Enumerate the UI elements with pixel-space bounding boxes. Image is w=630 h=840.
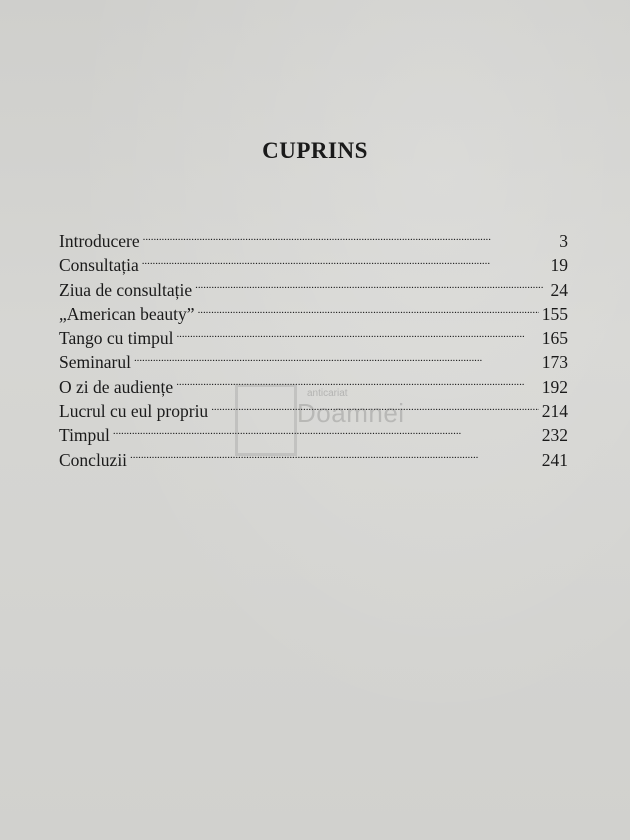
toc-entry <box>59 348 568 372</box>
toc-entry-page: 19 <box>550 255 568 276</box>
toc-entry-title: O zi de audiențe <box>59 376 174 397</box>
toc-entry-page: 192 <box>541 376 568 397</box>
toc-entry-page: 241 <box>541 449 568 470</box>
toc-entry-page: 214 <box>541 401 568 422</box>
toc-entry-page: 232 <box>541 425 568 446</box>
toc-entry-title: Concluzii <box>59 449 128 470</box>
toc-entry <box>59 300 568 324</box>
toc-leader-dots <box>113 421 539 441</box>
toc-entry-page: 24 <box>550 279 568 300</box>
watermark-big-text: Doamnei <box>297 398 405 428</box>
toc-entry <box>59 446 568 470</box>
page-title: CUPRINS <box>262 138 368 163</box>
toc-entry-title: Consultația <box>59 255 139 276</box>
toc-entry-title: Tango cu timpul <box>59 328 174 349</box>
table-of-contents <box>59 227 568 470</box>
watermark-small-text: anticariat <box>307 388 348 399</box>
toc-entry <box>59 397 568 421</box>
toc-entry-title: „American beauty” <box>59 303 195 324</box>
toc-entry-page: 173 <box>541 352 568 373</box>
toc-entry-title: Seminarul <box>59 352 131 373</box>
toc-leader-dots <box>211 397 539 417</box>
toc-leader-dots <box>130 446 539 466</box>
toc-entry <box>59 227 568 251</box>
toc-entry <box>59 421 568 445</box>
toc-entry-page: 165 <box>541 328 568 349</box>
toc-leader-dots <box>134 348 539 368</box>
toc-entry <box>59 373 568 397</box>
toc-entry-page: 155 <box>541 303 568 324</box>
toc-leader-dots <box>195 276 547 296</box>
toc-leader-dots <box>143 227 557 247</box>
toc-entry-title: Lucrul cu eul propriu <box>59 401 209 422</box>
toc-entry <box>59 251 568 275</box>
toc-entry <box>59 276 568 300</box>
toc-entry-page: 3 <box>559 231 568 251</box>
toc-leader-dots <box>176 373 539 393</box>
toc-entry-title: Ziua de consultație <box>59 279 193 300</box>
toc-entry-title: Timpul <box>59 425 110 446</box>
toc-leader-dots <box>198 300 539 320</box>
toc-entry-title: Introducere <box>59 231 140 251</box>
toc-leader-dots <box>176 324 538 344</box>
toc-entry <box>59 324 568 348</box>
toc-leader-dots <box>142 251 548 271</box>
